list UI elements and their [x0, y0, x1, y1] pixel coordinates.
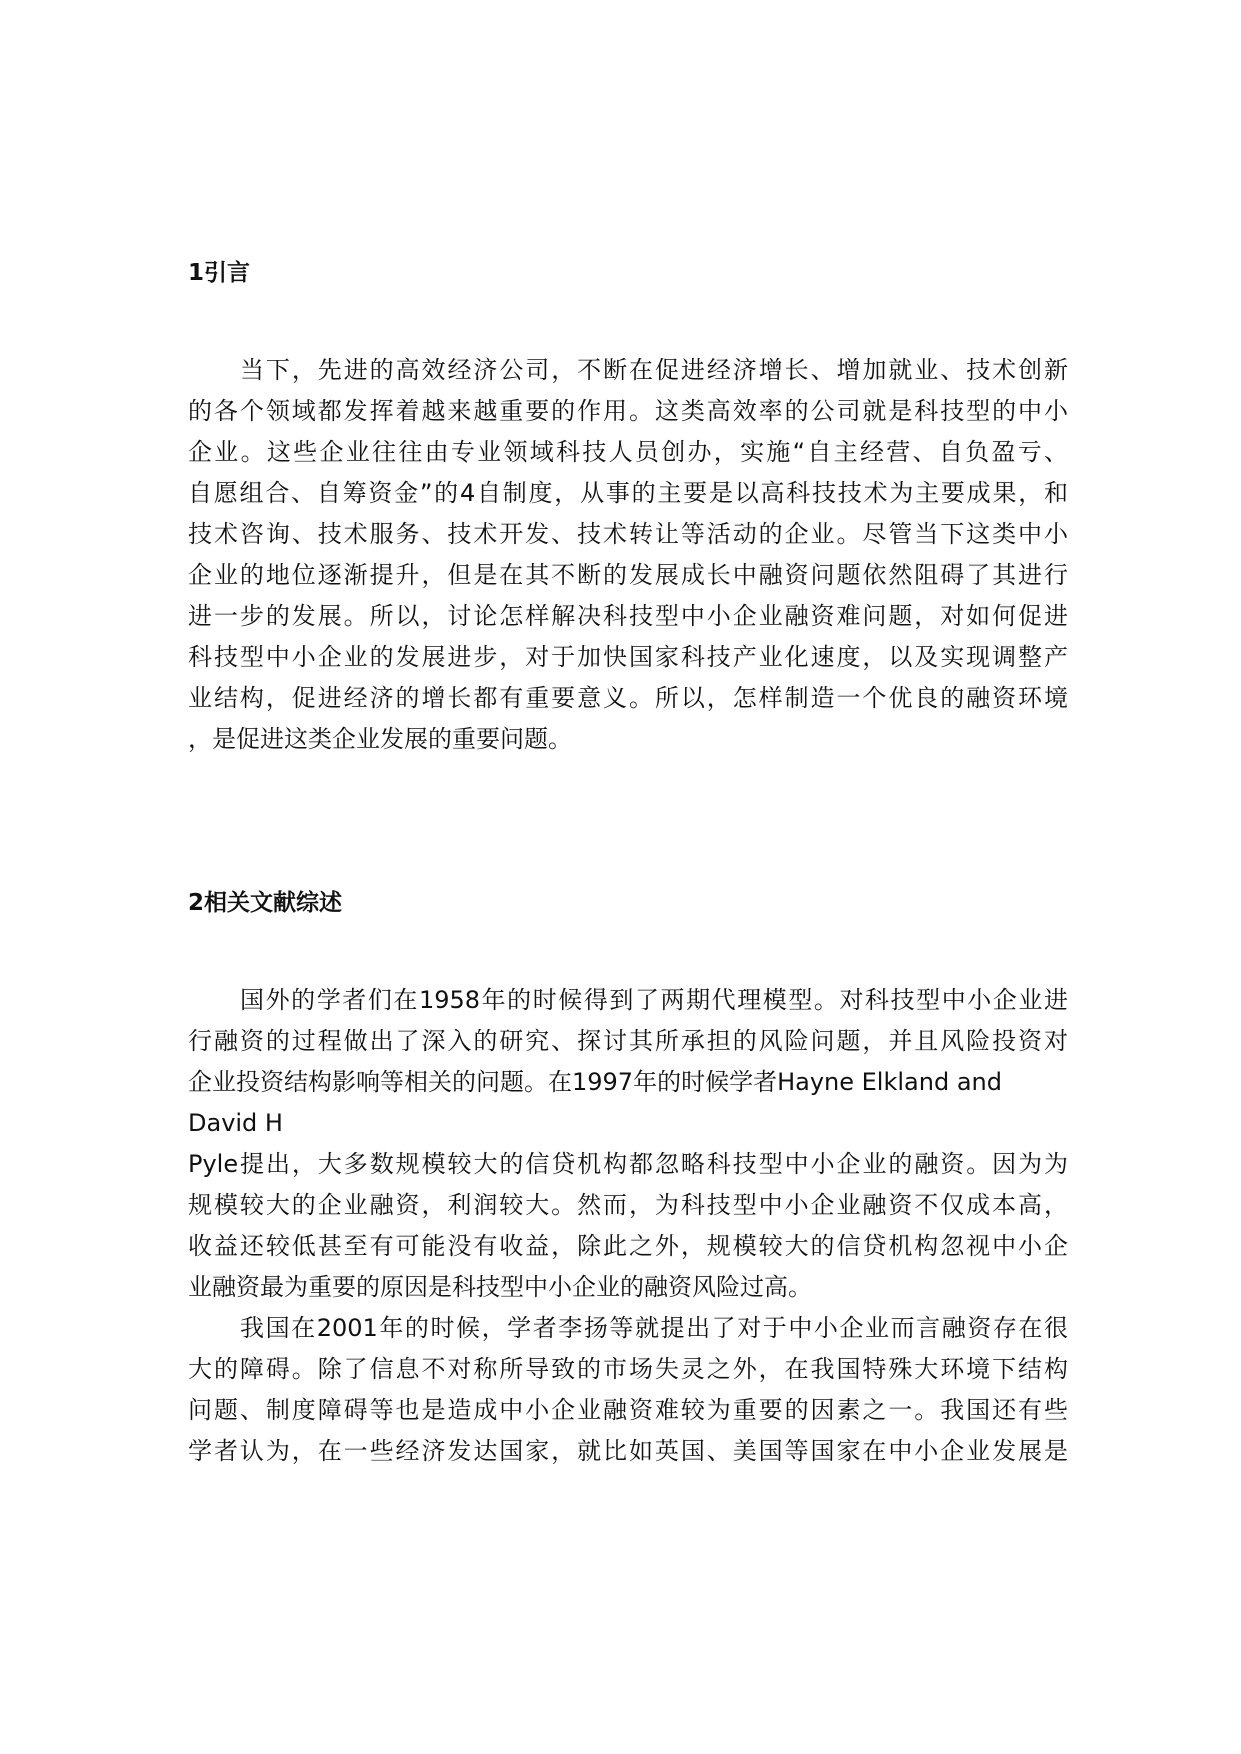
introduction-paragraph — [188, 350, 1068, 760]
paragraph-line: Pyle提出，大多数规模较大的信贷机构都忽略科技型中小企业的融资。因为为 — [188, 1150, 1068, 1178]
section-heading-literature-review: 2相关文献综述 — [188, 890, 343, 916]
literature-review-paragraph — [188, 1308, 1068, 1472]
paragraph-line: 行融资的过程做出了深入的研究、探讨其所承担的风险问题，并且风险投资对 — [188, 1027, 1068, 1055]
paragraph-line: 企业。这些企业往往由专业领域科技人员创办，实施“自主经营、自负盈亏、 — [188, 438, 1068, 466]
paragraph-line: 技术咨询、技术服务、技术开发、技术转让等活动的企业。尽管当下这类中小 — [188, 520, 1068, 548]
paragraph-line: 国外的学者们在1958年的时候得到了两期代理模型。对科技型中小企业进 — [240, 986, 1068, 1014]
literature-review-paragraph — [188, 980, 1068, 1308]
paragraph-line: 业融资最为重要的原因是科技型中小企业的融资风险过高。 — [188, 1273, 812, 1301]
section-heading-introduction: 1引言 — [188, 260, 251, 286]
paragraph-line: David H — [188, 1109, 283, 1137]
paragraph-line: 问题、制度障碍等也是造成中小企业融资难较为重要的因素之一。我国还有些 — [188, 1396, 1068, 1424]
paragraph-line: 收益还较低甚至有可能没有收益，除此之外，规模较大的信贷机构忽视中小企 — [188, 1232, 1068, 1260]
paragraph-line: 当下，先进的高效经济公司，不断在促进经济增长、增加就业、技术创新 — [240, 356, 1068, 384]
paragraph-line: 科技型中小企业的发展进步，对于加快国家科技产业化速度，以及实现调整产 — [188, 643, 1068, 671]
paragraph-line: 业结构，促进经济的增长都有重要意义。所以，怎样制造一个优良的融资环境 — [188, 684, 1068, 712]
paragraph-line: 进一步的发展。所以，讨论怎样解决科技型中小企业融资难问题，对如何促进 — [188, 602, 1068, 630]
paragraph-line: 学者认为，在一些经济发达国家，就比如英国、美国等国家在中小企业发展是 — [188, 1437, 1068, 1465]
paragraph-line: 企业的地位逐渐提升，但是在其不断的发展成长中融资问题依然阻碍了其进行 — [188, 561, 1068, 589]
paragraph-line: 规模较大的企业融资，利润较大。然而，为科技型中小企业融资不仅成本高， — [188, 1191, 1068, 1219]
paragraph-line: 大的障碍。除了信息不对称所导致的市场失灵之外，在我国特殊大环境下结构 — [188, 1355, 1068, 1383]
paragraph-line: 自愿组合、自筹资金”的4自制度，从事的主要是以高科技技术为主要成果，和 — [188, 479, 1068, 507]
paragraph-line: 的各个领域都发挥着越来越重要的作用。这类高效率的公司就是科技型的中小 — [188, 397, 1068, 425]
paragraph-line: ，是促进这类企业发展的重要问题。 — [188, 725, 572, 753]
paragraph-line: 我国在2001年的时候，学者李扬等就提出了对于中小企业而言融资存在很 — [240, 1314, 1068, 1342]
paragraph-line: 企业投资结构影响等相关的问题。在1997年的时候学者Hayne Elkland and — [188, 1068, 1002, 1096]
